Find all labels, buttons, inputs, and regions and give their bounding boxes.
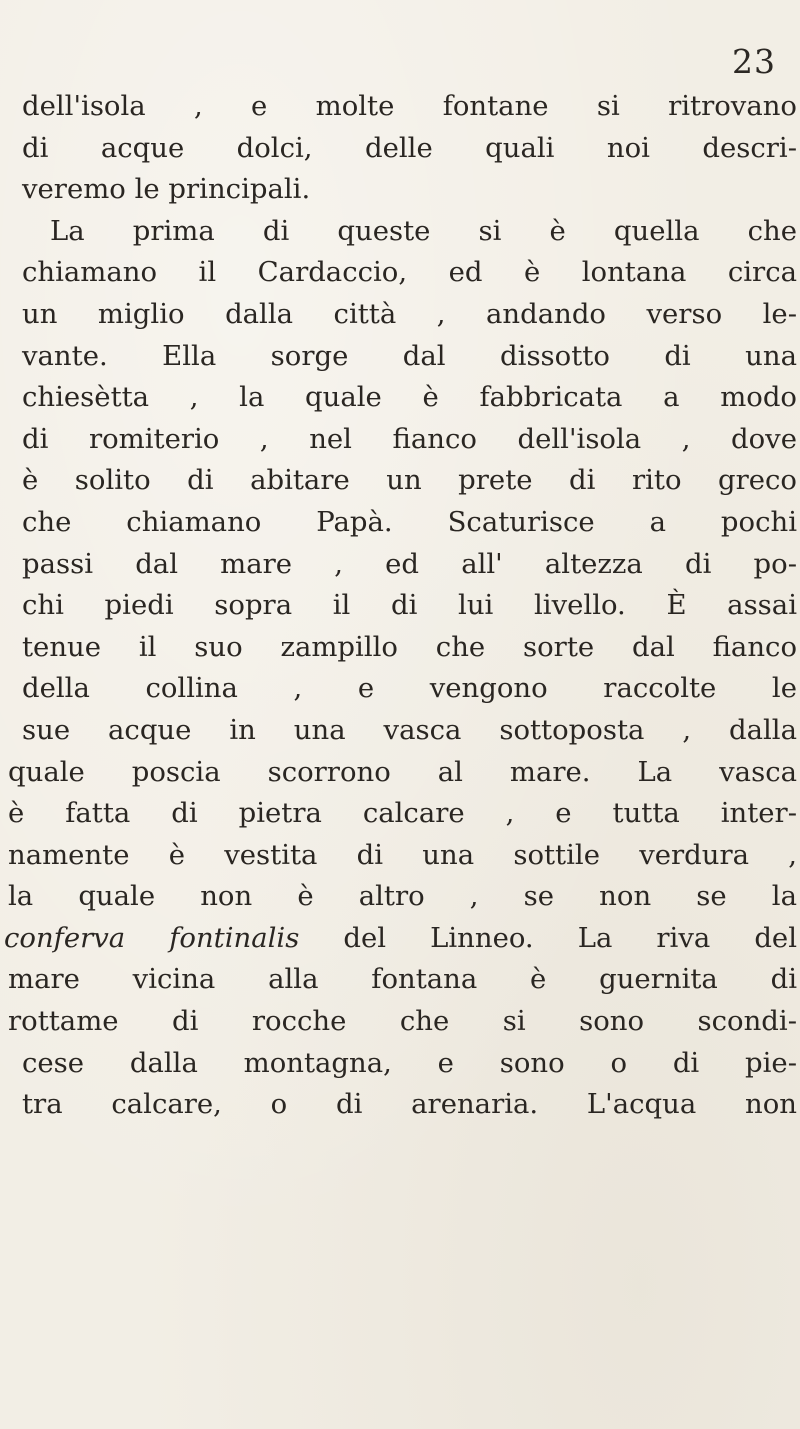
text-line: namente è vestita di una sottile verdura , (8, 838, 797, 871)
text-line: del Linneo. La riva del (343, 921, 797, 954)
text-line: passi dal mare , ed all' altezza di po- (22, 547, 797, 580)
text-line: della collina , e vengono raccolte le (22, 672, 797, 705)
text-line: che chiamano Papà. Scaturisce a pochi (22, 505, 797, 538)
text-line: dell'isola , e molte fontane si ritrovano (22, 90, 797, 122)
text-line: La prima di queste si è quella che (50, 214, 797, 247)
text-line: tra calcare, o di arenaria. L'acqua non (22, 1088, 797, 1121)
body-text (4, 86, 797, 1126)
italic-term: conferva fontinalis (4, 921, 300, 954)
text-line: chi piedi sopra il di lui livello. È assai (22, 589, 797, 622)
text-line: mare vicina alla fontana è guernita di (8, 963, 797, 996)
text-line: la quale non è altro , se non se la (8, 880, 797, 913)
text-line: veremo le principali. (22, 173, 311, 206)
text-line: è fatta di pietra calcare , e tutta inter- (8, 797, 797, 830)
page-number: 23 (732, 42, 776, 81)
text-line: sue acque in una vasca sottoposta , dalla (22, 713, 797, 746)
text-line: è solito di abitare un prete di rito greco (22, 464, 797, 497)
text-line: rottame di rocche che si sono scondi- (8, 1005, 797, 1038)
text-line: cese dalla montagna, e sono o di pie- (22, 1046, 797, 1079)
text-line: di romiterio , nel fianco dell'isola , dove (22, 422, 797, 455)
text-line: tenue il suo zampillo che sorte dal fianco (22, 630, 797, 663)
text-line-with-italic (4, 918, 797, 960)
text-line: quale poscia scorrono al mare. La vasca (8, 755, 797, 788)
text-line: un miglio dalla città , andando verso le- (22, 297, 797, 330)
text-line: chiesètta , la quale è fabbricata a modo (22, 381, 797, 414)
text-line: chiamano il Cardaccio, ed è lontana circa (22, 256, 797, 289)
text-line: vante. Ella sorge dal dissotto di una (22, 339, 797, 372)
text-line: di acque dolci, delle quali noi descri- (22, 131, 797, 164)
